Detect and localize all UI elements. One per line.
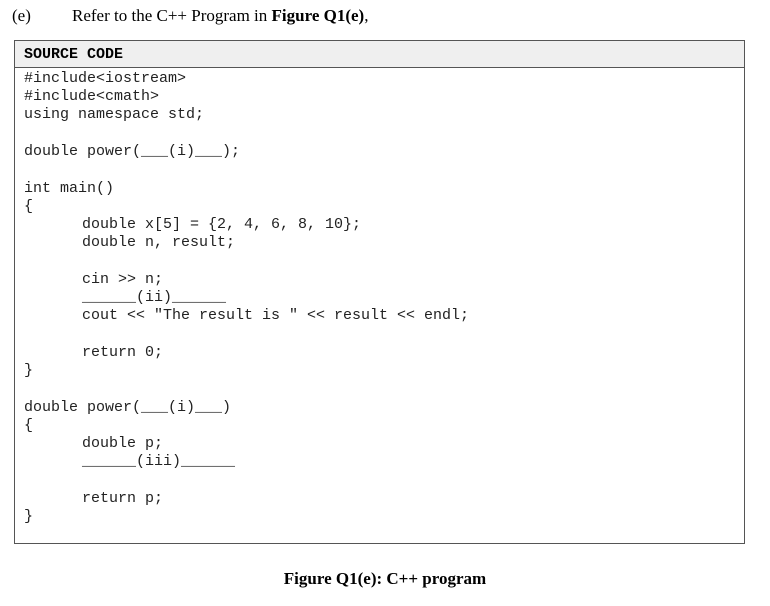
source-code-box [14,40,745,544]
code-line: ______(iii)______ [82,453,236,470]
code-line: cout << "The result is " << result << endl; [82,307,470,324]
question-text-suffix: , [364,6,369,25]
code-line: { [24,417,34,434]
figure-caption: Figure Q1(e): C++ program [283,569,487,588]
source-code-header: SOURCE CODE [15,41,744,68]
code-line: #include<cmath> [24,88,160,105]
code-line: double power(___(i)___); [24,143,241,160]
code-line: double n, result; [82,234,236,251]
code-line: } [24,508,34,525]
code-line: double power(___(i)___) [24,399,232,416]
code-line: int main() [24,180,115,197]
code-line: } [24,362,34,379]
question-figure-reference: Figure Q1(e) [271,6,365,25]
code-line: double p; [82,435,164,452]
question-label: (e) [12,6,31,25]
code-line: ______(ii)______ [82,289,227,306]
code-line: cin >> n; [82,271,164,288]
code-line: using namespace std; [24,106,205,123]
code-line: { [24,198,34,215]
question-text-prefix: Refer to the C++ Program in [72,6,272,25]
code-line: double x[5] = {2, 4, 6, 8, 10}; [82,216,362,233]
question-text [72,6,368,26]
code-line: return p; [82,490,164,507]
code-line: return 0; [82,344,164,361]
code-line: #include<iostream> [24,70,187,87]
